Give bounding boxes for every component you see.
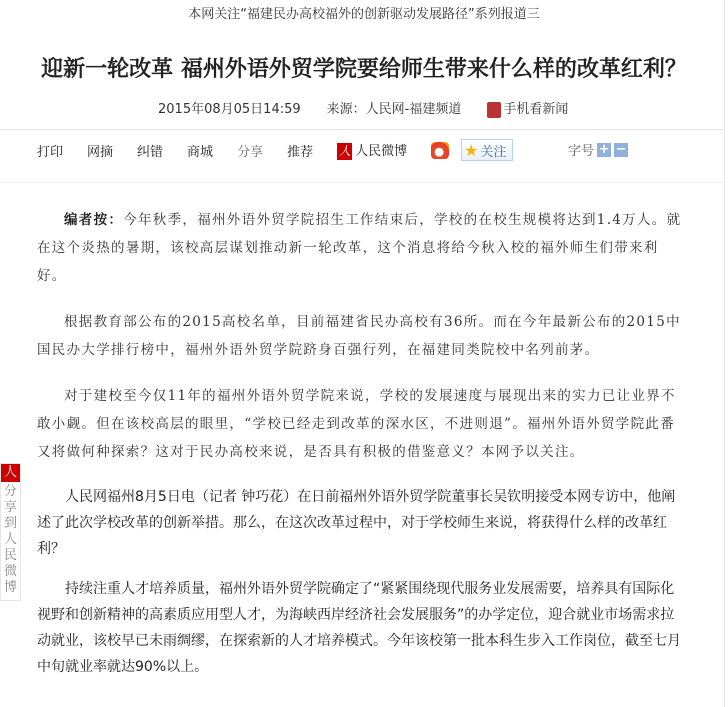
people-daily-logo-icon: 人 [1,464,20,482]
mobile-news-label: 手机看新闻 [503,102,569,117]
recommend-button[interactable]: 推荐 [287,144,314,160]
mobile-news-link[interactable] [487,98,594,118]
excerpt-button[interactable]: 网摘 [87,144,114,160]
share-sidebar-label: 分享到人民微博 [3,484,17,595]
editor-note-label: 编者按： [64,212,124,228]
mall-button[interactable]: 商城 [187,144,214,160]
font-increase-button[interactable]: + [598,141,610,157]
people-weibo-label: 人民微博 [355,144,408,159]
people-daily-logo-icon: 人 [338,144,351,158]
paragraph: 人民网福州8月5日电（记者 钟巧花）在日前福州外语外贸学院董事长吴钦明接受本网专访中，他阐述了此次学校改革的创新举措。那么，在这次改革过程中，对于学校师生来说，将获得什么样的改革红利？ [37,489,676,557]
follow-label: 关注 [480,144,507,160]
font-size-label: 字号 [568,144,595,159]
print-button[interactable]: 打印 [37,144,64,160]
share-label: 分享 [237,144,264,160]
people-weibo-button[interactable] [337,140,407,160]
share-to-people-weibo-sidebar[interactable] [0,463,21,601]
font-decrease-button[interactable]: − [615,141,627,157]
series-heading: 本网关注“福建民办高校福外的创新驱动发展路径”系列报道三 [188,7,540,22]
paragraph: 对于建校至今仅11年的福州外语外贸学院来说，学校的发展速度与展现出来的实力已让业界不敢小觑。但在该校高层的眼里，“学校已经走到改革的深水区，不进则退”。福州外语外贸学院此番又将做何种探索？这对于民办高校来说，是否具有积极的借鉴意义？本网予以关注。 [37,388,676,460]
font-size-control [568,140,628,159]
paragraph: 根据教育部公布的2015高校名单，目前福建省民办高校有36所。而在今年最新公布的2015中国民办大学排行榜中，福州外语外贸学院跻身百强行列，在福建同类院校中名列前茅。 [37,314,681,358]
article-toolbar [37,138,513,162]
sina-weibo-icon[interactable] [431,142,449,159]
divider [0,182,724,183]
correct-button[interactable]: 纠错 [137,144,164,160]
article-body [37,206,687,694]
divider [0,129,724,130]
page-title: 迎新一轮改革 福州外语外贸学院要给师生带来什么样的改革红利？ [41,57,687,82]
phone-icon [487,102,501,118]
editor-note [37,206,687,290]
star-icon: ★ [464,140,479,160]
article-meta [158,98,594,118]
editor-note-text: 今年秋季，福州外语外贸学院招生工作结束后，学校的在校生规模将达到1.4万人。就在这个炎热的暑期，该校高层谋划推动新一轮改革，这个消息将给今秋入校的福外师生们带来利好。 [37,212,682,284]
publish-datetime: 2015年08月05日14:59 [158,102,301,118]
scrollbar-edge [724,0,725,707]
paragraph: 持续注重人才培养质量，福州外语外贸学院确定了“紧紧围绕现代服务业发展需要，培养具有国际化视野和创新精神的高素质应用型人才，为海峡西岸经济社会发展服务”的办学定位，迎合就业市场需求拉动就业，该校早已未雨绸缪，在探索新的人才培养模式。今年该校第一批本科生步入工作岗位，截至七月中旬就业率就达90%以上。 [37,581,681,675]
follow-button[interactable] [461,139,513,161]
source-link[interactable]: 来源：人民网-福建频道 [326,102,462,118]
